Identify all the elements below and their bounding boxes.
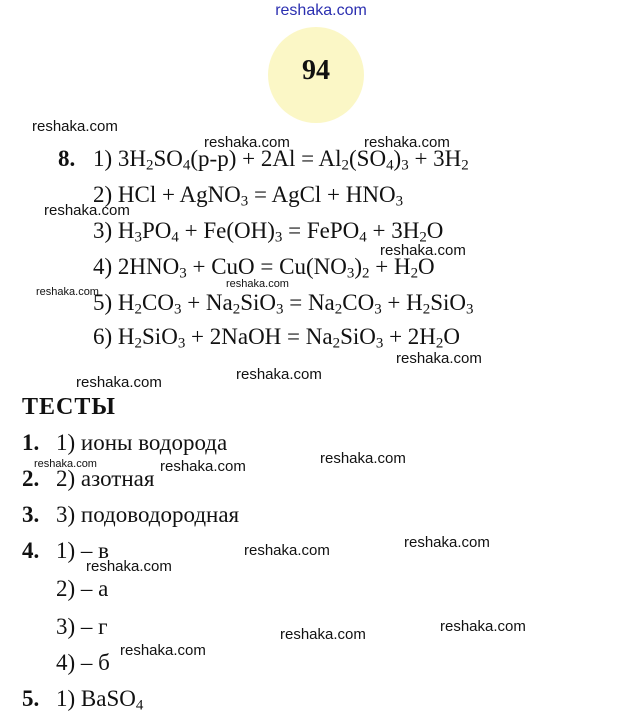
answer-text: 2) азотная	[56, 466, 155, 491]
watermark: reshaka.com	[320, 450, 406, 467]
watermark: reshaka.com	[32, 118, 118, 135]
watermark: reshaka.com	[396, 350, 482, 367]
question-number: 3.	[22, 502, 40, 527]
watermark: reshaka.com	[34, 458, 97, 470]
page-number: 94	[302, 55, 330, 86]
tests-heading: ТЕСТЫ	[22, 394, 116, 420]
question-number: 4.	[22, 538, 40, 563]
watermark: reshaka.com	[86, 558, 172, 575]
watermark: reshaka.com	[244, 542, 330, 559]
watermark: reshaka.com	[404, 534, 490, 551]
question-number: 2.	[22, 466, 40, 491]
question-number: 5.	[22, 686, 40, 711]
watermark: reshaka.com	[36, 286, 99, 298]
answer-text: 4) – б	[56, 650, 110, 675]
equation-1: 1) $3H_2SO_4(р-р) + 2Al = Al_2(SO_4)_3 + 3H_2$	[93, 146, 469, 174]
watermark: reshaka.com	[364, 134, 450, 151]
equation-5: 5) $H_2CO_3 + Na_2SiO_3 = Na_2CO_3 + H_2SiO_3$	[93, 290, 474, 318]
equation-2: 2) HCl + AgNO$_3$ = AgCl + $HNO_3$	[93, 182, 404, 210]
answer-text: 2) – а	[56, 576, 109, 601]
site-header[interactable]: reshaka.com	[275, 2, 367, 19]
watermark: reshaka.com	[226, 278, 289, 290]
answer-text: 1) BaSO$_4$	[56, 686, 144, 714]
equation-3: 3) $H_3PO_4 + Fe(OH)_3$ = FePO$_4$ + $3H_2O$	[93, 218, 444, 246]
watermark: reshaka.com	[236, 366, 322, 383]
watermark: reshaka.com	[160, 458, 246, 475]
task-number: 8.	[58, 146, 76, 171]
answer-text: 1) – в	[56, 538, 110, 563]
equation-6: 6) $H_2SiO_3$ + 2NaOH = $Na_2SiO_3 + 2H_2O$	[93, 324, 461, 352]
answer-text: 3) – г	[56, 614, 108, 639]
watermark: reshaka.com	[204, 134, 290, 151]
answer-text: 1) ионы водорода	[56, 430, 228, 455]
watermark: reshaka.com	[280, 626, 366, 643]
equation-4: 4) $2HNO_3$ + CuO = $Cu(NO_3)_2 + H_2O$	[93, 254, 435, 282]
watermark: reshaka.com	[120, 642, 206, 659]
watermark: reshaka.com	[44, 202, 130, 219]
watermark: reshaka.com	[380, 242, 466, 259]
question-number: 1.	[22, 430, 40, 455]
watermark: reshaka.com	[76, 374, 162, 391]
answer-text: 3) подоводородная	[56, 502, 240, 527]
watermark: reshaka.com	[440, 618, 526, 635]
